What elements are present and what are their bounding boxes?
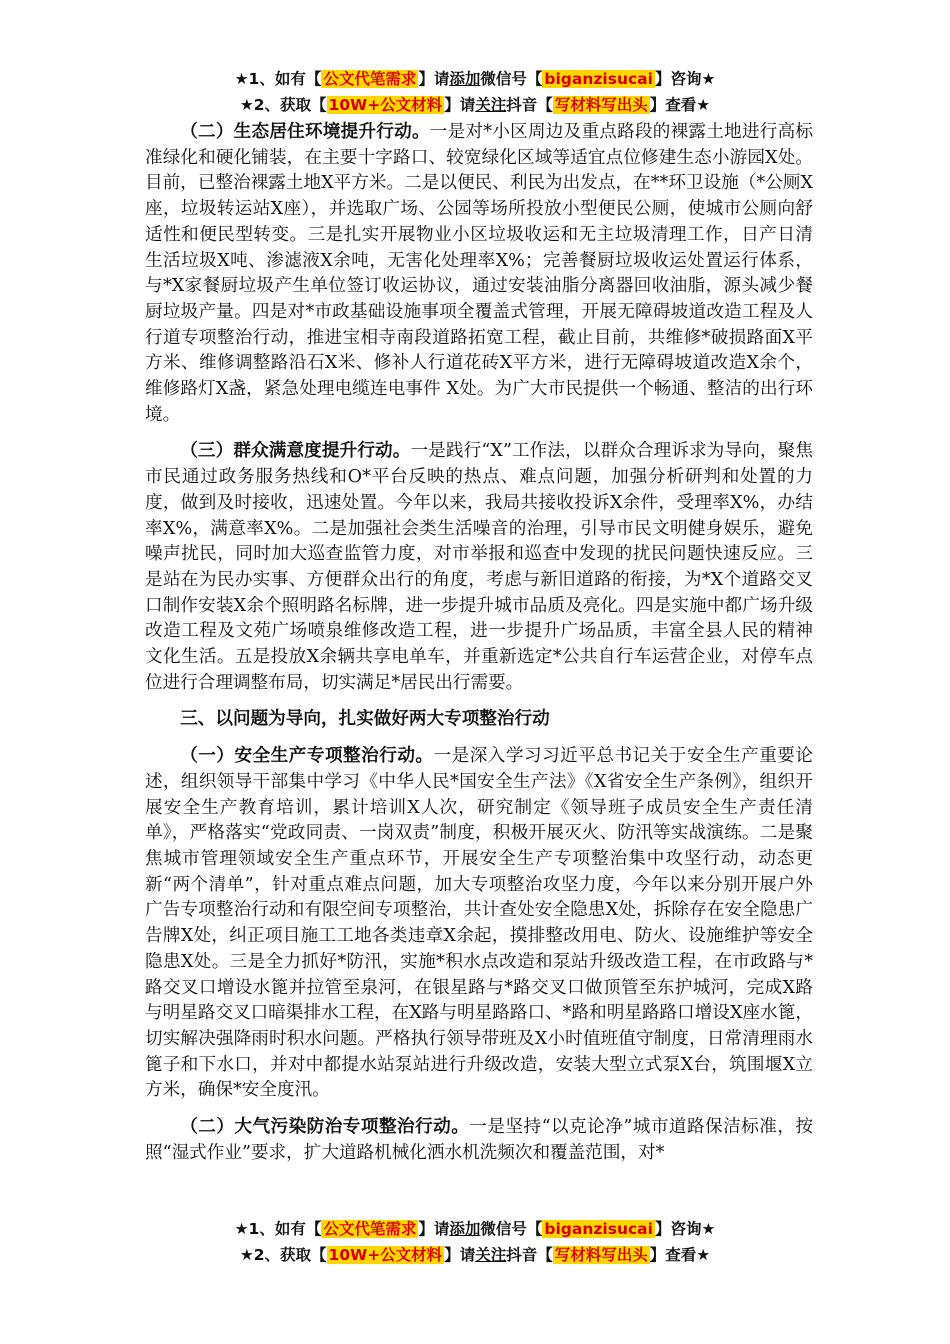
promo-text: ★1、如有【 [234, 70, 322, 88]
promo-text: 抖音【 [506, 96, 553, 114]
promo-text: 】查看★ [649, 1246, 711, 1264]
promo-underlined: 添加 [449, 1220, 481, 1238]
promo-line-2 [0, 1242, 950, 1268]
promo-highlight: 10W+公文材料 [328, 1246, 443, 1264]
promo-highlight: 写材料写出头 [554, 96, 648, 114]
paragraph-text: 一是深入学习习近平总书记关于安全生产重要论述，组织领导干部集中学习《中华人民*国安全生产法》《X省安全生产条例》，组织开展安全生产教育培训，累计培训X人次，研究制定《领导班子成员安全生产责任清单》，严格落实“党政同责、一岗双责”制度，积极开展灭火、防汛等实战演练。二是聚焦城市管理领域安全生产重点环节，开展安全生产专项整治集中攻坚行动，动态更新“两个清单”，针对重点难点问题，加大专项整治攻坚力度，今年以来分别开展户外广告专项整治行动和有限空间专项整治，共计查处安全隐患X处，拆除存在安全隐患广告牌X处，纠正项目施工工地各类违章X余起，摸排整改用电、防火、设施维护等安全隐患X处。三是全力抓好*防汛，实施*积水点改造和泵站升级改造工程，在市政路与*路交叉口增设水篦并拉管至泉河，在银星路与*路交叉口做顶管至东护城河，完成X路与明星路交叉口暗渠排水工程，在X路与明星路路口、*路和明星路路口增设X座水篦，切实解决强降雨时积水问题。严格执行领导带班及X小时值班值守制度，日常清理雨水篦子和下水口，并对中都提水站泵站进行升级改造，安装大型立式泵X台，筑围堰X立方米，确保*安全度汛。 [145, 746, 813, 1101]
promo-text: 微信号【 [480, 1220, 543, 1238]
promo-text: 】请 [444, 1246, 476, 1264]
paragraph-heading: （一）安全生产专项整治行动。 [180, 746, 434, 767]
promo-line-2 [0, 92, 950, 118]
promo-line-1 [0, 1216, 950, 1242]
promo-text: 】请 [418, 1220, 450, 1238]
paragraph-heading: （三）群众满意度提升行动。 [180, 441, 411, 462]
promo-highlight: 写材料写出头 [554, 1246, 648, 1264]
promo-text: ★1、如有【 [234, 1220, 322, 1238]
promo-text: ★2、获取【 [239, 1246, 327, 1264]
promo-banner-bottom [0, 1216, 950, 1268]
promo-highlight: 公文代笔需求 [323, 70, 417, 88]
promo-text: 】请 [444, 96, 476, 114]
promo-text: 】咨询★ [654, 1220, 716, 1238]
paragraph-safety [145, 744, 813, 1104]
promo-banner-top [0, 66, 950, 118]
promo-underlined: 关注 [475, 1246, 507, 1264]
paragraph-text: 一是对*小区周边及重点路段的裸露土地进行高标准绿化和硬化铺装，在主要十字路口、较宽绿化区域等适宜点位修建生态小游园X处。目前，已整治裸露土地X平方米。二是以便民、利民为出发点，在**环卫设施（*公厕X座，垃圾转运站X座），并选取广场、公园等场所投放小型便民公厕，使城市公厕向舒适性和便民型转变。三是扎实开展物业小区垃圾收运和无主垃圾清理工作，日产日清生活垃圾X吨、渗滤液X余吨，无害化处理率X%；完善餐厨垃圾收运处置运行体系，与*X家餐厨垃圾产生单位签订收运协议，通过安装油脂分离器回收油脂，源头减少餐厨垃圾产量。四是对*市政基础设施事项全覆盖式管理，开展无障碍坡道改造工程及人行道专项整治行动，推进宝相寺南段道路拓宽工程，截止目前，共维修*破损路面X平方米、维修调整路沿石X米、修补人行道花砖X平方米，进行无障碍坡道改造X余个，维修路灯X盏，紧急处理电缆连电事件 X处。为广大市民提供一个畅通、整洁的出行环境。 [145, 122, 813, 425]
promo-highlight: 公文代笔需求 [323, 1220, 417, 1238]
promo-underlined: 添加 [449, 70, 481, 88]
promo-text: 】咨询★ [654, 70, 716, 88]
promo-highlight: biganzisucai [544, 70, 653, 88]
document-body [145, 120, 813, 1175]
paragraph-heading: （二）生态居住环境提升行动。 [180, 122, 430, 142]
paragraph-satisfaction [145, 439, 813, 696]
promo-text: 】查看★ [649, 96, 711, 114]
promo-text: 】请 [418, 70, 450, 88]
promo-line-1 [0, 66, 950, 92]
paragraph-heading: （二）大气污染防治专项整治行动。 [180, 1117, 470, 1138]
promo-text: 微信号【 [480, 70, 543, 88]
promo-text: 抖音【 [506, 1246, 553, 1264]
promo-highlight: biganzisucai [544, 1220, 653, 1238]
promo-highlight: 10W+公文材料 [328, 96, 443, 114]
paragraph-air-pollution [145, 1115, 813, 1166]
promo-text: ★2、获取【 [239, 96, 327, 114]
paragraph-text: 一是坚持“以克论净”城市道路保洁标准，按照“湿式作业”要求，扩大道路机械化洒水机洗频次和覆盖范围，对* [145, 1117, 813, 1163]
section-heading: 三、以问题为导向，扎实做好两大专项整治行动 [180, 709, 550, 730]
paragraph-text: 一是践行“X”工作法，以群众合理诉求为导向，聚焦市民通过政务服务热线和O*平台反映的热点、难点问题，加强分析研判和处置的力度，做到及时接收，迅速处置。今年以来，我局共接收投诉X余件，受理率X%，办结率X%，满意率X%。二是加强社会类生活噪音的治理，引导市民文明健身娱乐，避免噪声扰民，同时加大巡查监管力度，对市举报和巡查中发现的扰民问题快速反应。三是站在为民办实事、方便群众出行的角度，考虑与新旧道路的衔接，为*X个道路交叉口制作安装X余个照明路名标牌，进一步提升城市品质及亮化。四是实施中都广场升级改造工程及文苑广场喷泉维修改造工程，进一步提升广场品质，丰富全县人民的精神文化生活。五是投放X余辆共享电单车，并重新选定*公共自行车运营企业，对停车点位进行合理调整布局，切实满足*居民出行需要。 [145, 441, 813, 693]
paragraph-ecology [145, 120, 813, 428]
promo-underlined: 关注 [475, 96, 507, 114]
